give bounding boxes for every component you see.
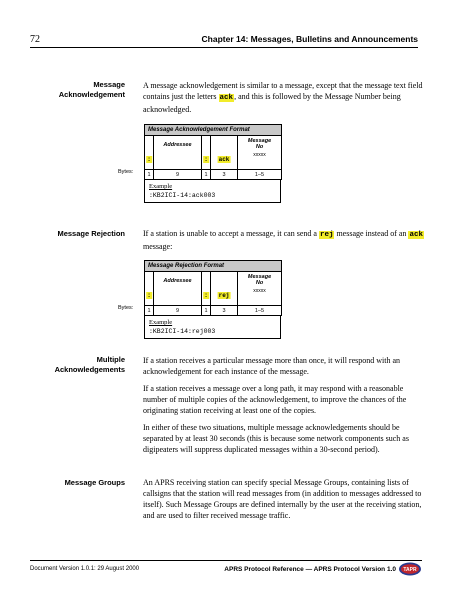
- section-heading-multi: [30, 355, 125, 375]
- text-run: If a station is unable to accept a message, it can send a: [143, 229, 319, 238]
- example-label: Example: [149, 319, 173, 326]
- rej-format-table: [118, 260, 281, 339]
- text-run: A message acknowledgement is similar to a message, except that the message text field contains just the letters: [143, 81, 423, 101]
- bytes-label: Bytes:: [118, 305, 134, 311]
- heading-line: Acknowledgement: [58, 90, 125, 99]
- footer-rule: [30, 560, 422, 561]
- bytes-cell: 1: [145, 306, 154, 316]
- addressee-label: Addressee: [163, 278, 192, 284]
- tapr-logo-icon: [398, 561, 422, 582]
- logo-text: TAPR: [403, 567, 417, 573]
- bytes-cell: 1–5: [238, 170, 282, 180]
- field-ack: [211, 136, 238, 170]
- rej-symbol: rej: [218, 292, 230, 299]
- footer-title: APRS Protocol Reference — APRS Protocol Version 1.0: [224, 566, 396, 573]
- field-message-no: [238, 136, 282, 170]
- multi-paragraphs: [143, 355, 425, 455]
- colon-symbol: :: [147, 292, 151, 299]
- groups-paragraph: [143, 477, 425, 521]
- section-heading-ack: [30, 80, 125, 100]
- document-version: Document Version 1.0.1: 29 August 2000: [30, 566, 140, 572]
- colon-symbol: :: [204, 292, 208, 299]
- msgno-placeholder: xxxxx: [253, 288, 266, 294]
- field-message-no: [238, 272, 282, 306]
- msgno-label: Message: [247, 138, 272, 144]
- field-addressee: [154, 272, 202, 306]
- field-colon: [202, 136, 211, 170]
- bytes-cell: 3: [211, 306, 238, 316]
- field-rej: [211, 272, 238, 306]
- section-heading-rej: [30, 229, 125, 239]
- ack-format-table: [118, 124, 281, 203]
- format-title: Message Rejection Format: [145, 261, 282, 272]
- header-rule: [30, 47, 418, 48]
- code-ack: ack: [219, 94, 234, 102]
- field-addressee: [154, 136, 202, 170]
- msgno-label: No: [255, 144, 264, 150]
- paragraph: If a station receives a message over a long path, it may respond with a reasonable number of multiple copies of the acknowledgement, to improve the chances of the originating station receiving at least one of the copies.: [143, 384, 407, 415]
- ack-symbol: ack: [218, 156, 230, 163]
- text-run: , and this is followed by the Message Number being acknowledged.: [143, 92, 401, 114]
- text-run: message instead of an: [334, 229, 409, 238]
- addressee-label: Addressee: [163, 142, 192, 148]
- rej-paragraph: [143, 228, 425, 252]
- bytes-cell: 9: [154, 306, 202, 316]
- colon-symbol: :: [147, 156, 151, 163]
- page-header: [30, 34, 418, 48]
- paragraph: An APRS receiving station can specify special Message Groups, containing lists of callsigns that the station will read messages from (in addition to messages addressed to itself). Such Message Groups are defined internally by the user at the receiving station, and are used to filter received message traffic.: [143, 478, 422, 520]
- colon-symbol: :: [204, 156, 208, 163]
- heading-line: Acknowledgements: [54, 365, 125, 374]
- example-value: :KB2ICI-14:ack003: [149, 192, 216, 199]
- heading-line: Message Rejection: [57, 229, 125, 238]
- field-colon: [202, 272, 211, 306]
- code-ack: ack: [409, 231, 423, 239]
- bytes-label: Bytes:: [118, 169, 134, 175]
- field-colon: [145, 136, 154, 170]
- field-colon: [145, 272, 154, 306]
- page-number: 72: [30, 34, 40, 45]
- ack-paragraph: [143, 80, 425, 115]
- example-value: :KB2ICI-14:rej003: [149, 328, 216, 335]
- format-title: Message Acknowledgement Format: [145, 125, 282, 136]
- page-footer: [30, 560, 422, 580]
- example-box: [144, 180, 281, 203]
- bytes-cell: 1: [145, 170, 154, 180]
- paragraph: If a station receives a particular message more than once, it will respond with an acknowledgement for each instance of the message.: [143, 356, 401, 376]
- bytes-cell: 1–5: [238, 306, 282, 316]
- bytes-cell: 1: [202, 170, 211, 180]
- example-label: Example: [149, 183, 173, 190]
- code-rej: rej: [319, 231, 334, 239]
- heading-line: Message: [93, 80, 125, 89]
- bytes-cell: 3: [211, 170, 238, 180]
- section-heading-groups: [30, 478, 125, 488]
- text-run: message:: [143, 242, 173, 251]
- bytes-cell: 9: [154, 170, 202, 180]
- bytes-cell: 1: [202, 306, 211, 316]
- msgno-label: No: [255, 280, 264, 286]
- example-box: [144, 316, 281, 339]
- msgno-placeholder: xxxxx: [253, 152, 266, 158]
- heading-line: Message Groups: [64, 478, 125, 487]
- heading-line: Multiple: [96, 355, 125, 364]
- msgno-label: Message: [247, 274, 272, 280]
- chapter-title: Chapter 14: Messages, Bulletins and Announcements: [201, 34, 418, 44]
- paragraph: In either of these two situations, multiple message acknowledgements should be separated by at least 30 seconds (this is because some network components such as digipeaters will suppress duplicated messages within a 30-second period).: [143, 423, 409, 454]
